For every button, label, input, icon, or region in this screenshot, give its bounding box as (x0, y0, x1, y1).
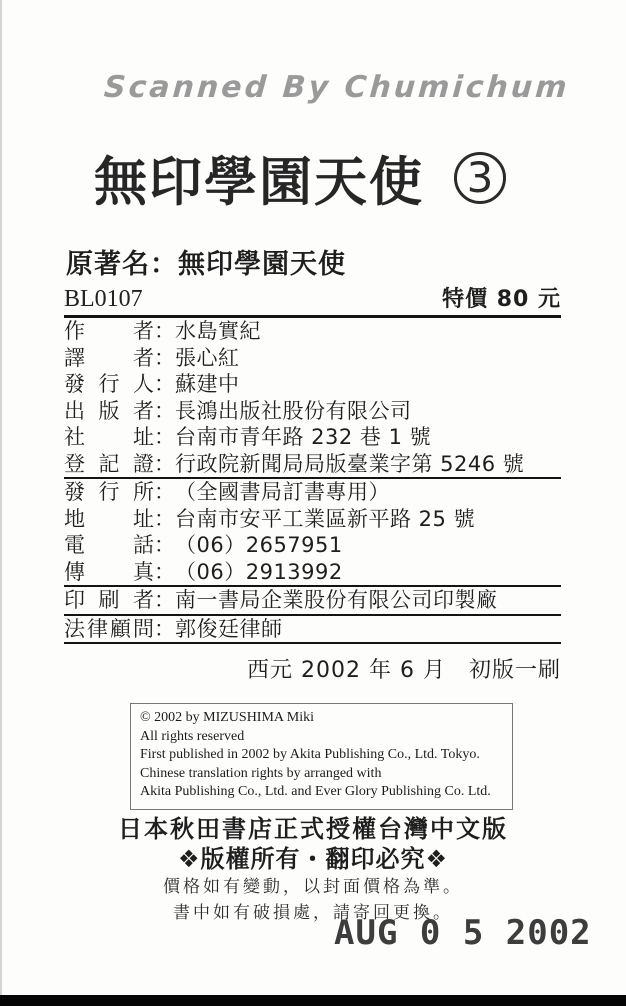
colophon-row (64, 345, 561, 372)
colophon-row-value: 長鴻出版社股份有限公司 (175, 398, 412, 423)
colophon-row-label: 法律顧問 (64, 616, 154, 641)
colophon-row-value: 郭俊廷律師 (175, 616, 283, 641)
colophon-row-label: 傳真 (64, 559, 154, 584)
colophon-row-value: 張心紅 (175, 345, 240, 370)
colophon-row (64, 559, 561, 588)
colophon-row-value: （06）2657951 (175, 533, 343, 557)
copyright-line: First published in 2002 by Akita Publishing Co., Ltd. Tokyo. (140, 747, 480, 763)
original-title: 原著名：無印學園天使 (66, 249, 346, 280)
colophon-row-label: 作者 (64, 319, 154, 343)
colophon-row-value: 台南市安平工業區新平路 25 號 (175, 506, 476, 531)
book-price: 特價 80 元 (442, 287, 561, 312)
scanner-watermark: Scanned By Chumichum (102, 70, 571, 105)
volume-badge (454, 152, 506, 204)
copyright-line: All rights reserved (140, 728, 245, 744)
colophon-row-label: 譯者 (64, 345, 154, 370)
date-stamp: AUG 0 5 2002 (334, 913, 592, 953)
colophon-row (64, 532, 561, 559)
copyright-line: Chinese translation rights by arranged with (140, 765, 382, 781)
rights-reserved-line: ❖版權所有・翻印必究❖ (177, 845, 449, 873)
colophon-row-label: 社址 (64, 425, 154, 449)
colophon-row (64, 398, 561, 425)
colophon-row-colon: ： (154, 506, 175, 531)
colophon-row-colon: ： (154, 425, 175, 449)
colophon-row (64, 424, 561, 451)
colophon-row (64, 616, 561, 645)
colophon-row-value: （06）2913992 (175, 559, 343, 584)
colophon-row-value: 行政院新聞局局版臺業字第 5246 號 (175, 451, 525, 476)
edition-line: 西元 2002 年 6 月 初版一刷 (247, 658, 561, 683)
colophon-row-colon: ： (154, 616, 175, 641)
colophon-row-label: 登記證 (64, 451, 154, 476)
code-price-row (64, 288, 561, 318)
colophon-row-colon: ： (154, 398, 175, 423)
colophon-row-label: 電話 (64, 533, 154, 557)
colophon-row-value: 南一書局企業股份有限公司印製廠 (175, 588, 498, 612)
colophon-row-colon: ： (154, 372, 175, 396)
colophon-row-colon: ： (154, 480, 175, 504)
volume-number: 3 (466, 152, 494, 202)
damage-note-line: 書中如有破損處，請寄回更換。 (173, 903, 453, 923)
colophon-row-colon: ： (154, 588, 175, 612)
book-code: BL0107 (64, 286, 143, 312)
colophon-row (64, 479, 561, 506)
book-title: 無印學園天使 (94, 152, 424, 213)
colophon-row (64, 371, 561, 398)
colophon-row-label: 地址 (64, 506, 154, 531)
scan-edge-bar (0, 995, 626, 1006)
colophon-row-value: 蘇建中 (175, 372, 240, 396)
copyright-box (130, 703, 513, 810)
colophon-row (64, 318, 561, 345)
license-line: 日本秋田書店正式授權台灣中文版 (118, 815, 508, 843)
colophon-row-label: 印刷者 (64, 588, 154, 612)
price-note-line: 價格如有變動，以封面價格為準。 (163, 877, 463, 897)
colophon-row (64, 451, 561, 480)
colophon-row-label: 出版者 (64, 398, 154, 423)
colophon-row (64, 506, 561, 533)
colophon-row-colon: ： (154, 345, 175, 370)
colophon-row-label: 發行人 (64, 372, 154, 396)
colophon-block (64, 288, 561, 684)
colophon-row-colon: ： (154, 319, 175, 343)
colophon-row (64, 587, 561, 616)
copyright-line: © 2002 by MIZUSHIMA Miki (140, 710, 314, 725)
book-title-row (94, 140, 506, 216)
colophon-row-colon: ： (154, 451, 175, 476)
colophon-row-value: （全國書局訂書專用） (175, 480, 390, 504)
colophon-row-colon: ： (154, 559, 175, 584)
colophon-row-value: 水島實紀 (175, 319, 261, 343)
copyright-line: Akita Publishing Co., Ltd. and Ever Glory Publishing Co. Ltd. (140, 784, 491, 800)
colophon-row-value: 台南市青年路 232 巷 1 號 (175, 425, 432, 449)
colophon-row-colon: ： (154, 533, 175, 557)
colophon-row-label: 發行所 (64, 480, 154, 504)
